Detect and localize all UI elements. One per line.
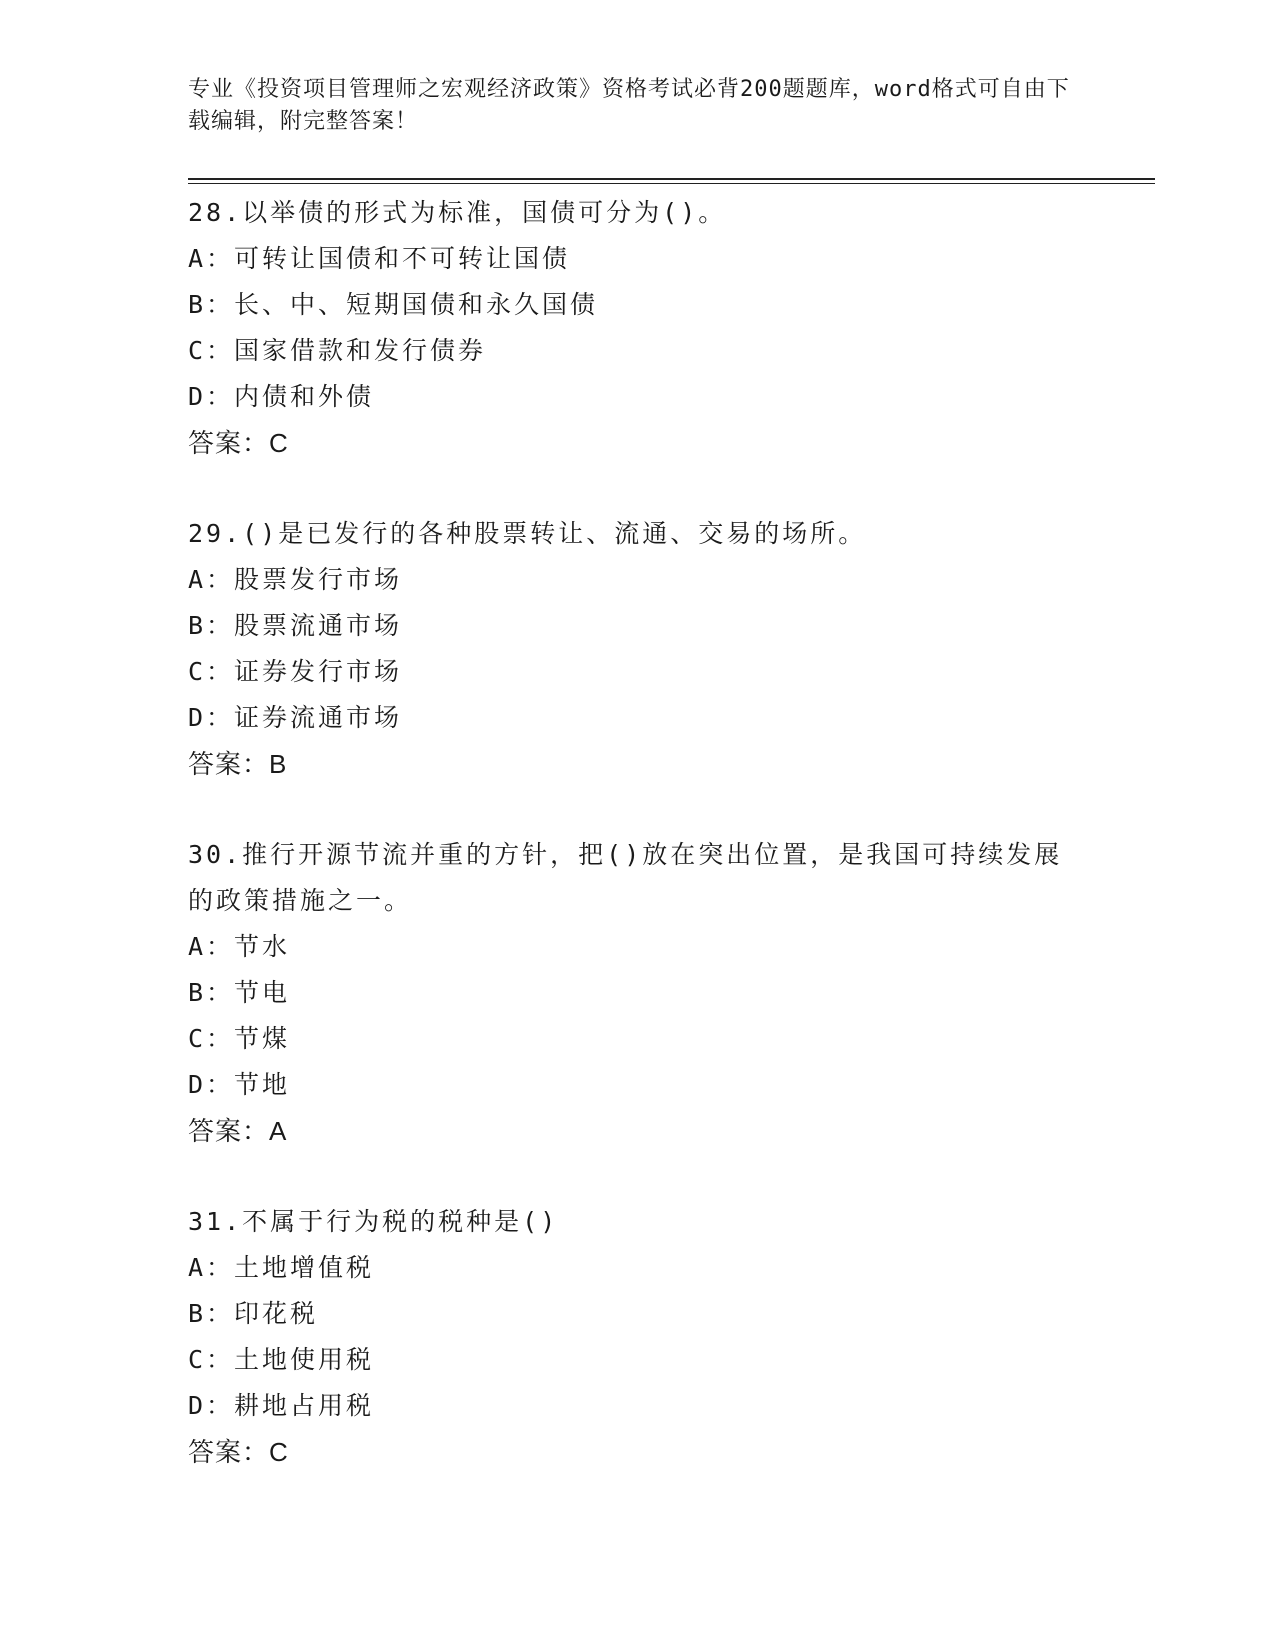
question-31 xyxy=(188,1199,1088,1475)
option-b: B：长、中、短期国债和永久国债 xyxy=(188,290,599,319)
header-divider-thin xyxy=(188,183,1155,184)
option-d: D：内债和外债 xyxy=(188,382,375,411)
document-title: 专业《投资项目管理师之宏观经济政策》资格考试必背200题题库，word格式可自由下载编辑，附完整答案！ xyxy=(188,77,1070,134)
option-c: C：证券发行市场 xyxy=(188,657,403,686)
option-b: B：印花税 xyxy=(188,1299,319,1328)
option-c: C：土地使用税 xyxy=(188,1345,375,1374)
question-30 xyxy=(188,832,1088,1154)
question-28 xyxy=(188,190,1088,466)
question-text: 30.推行开源节流并重的方针，把()放在突出位置，是我国可持续发展的政策措施之一。 xyxy=(188,840,1063,915)
option-b: B：节电 xyxy=(188,978,291,1007)
question-text: 29.()是已发行的各种股票转让、流通、交易的场所。 xyxy=(188,519,867,548)
option-a: A：可转让国债和不可转让国债 xyxy=(188,244,571,273)
answer: 答案：B xyxy=(188,749,288,779)
header-divider-thick xyxy=(188,178,1155,180)
option-c: C：节煤 xyxy=(188,1024,291,1053)
option-a: A：节水 xyxy=(188,932,291,961)
option-d: D：证券流通市场 xyxy=(188,703,403,732)
question-list xyxy=(188,190,1088,1520)
question-text: 28.以举债的形式为标准，国债可分为()。 xyxy=(188,198,727,227)
option-d: D：耕地占用税 xyxy=(188,1391,375,1420)
question-29 xyxy=(188,511,1088,787)
option-d: D：节地 xyxy=(188,1070,291,1099)
option-b: B：股票流通市场 xyxy=(188,611,403,640)
answer: 答案：A xyxy=(188,1116,288,1146)
option-a: A：土地增值税 xyxy=(188,1253,375,1282)
question-text: 31.不属于行为税的税种是() xyxy=(188,1207,559,1236)
answer: 答案：C xyxy=(188,1437,289,1467)
option-c: C：国家借款和发行债券 xyxy=(188,336,487,365)
option-a: A：股票发行市场 xyxy=(188,565,403,594)
answer: 答案：C xyxy=(188,428,289,458)
